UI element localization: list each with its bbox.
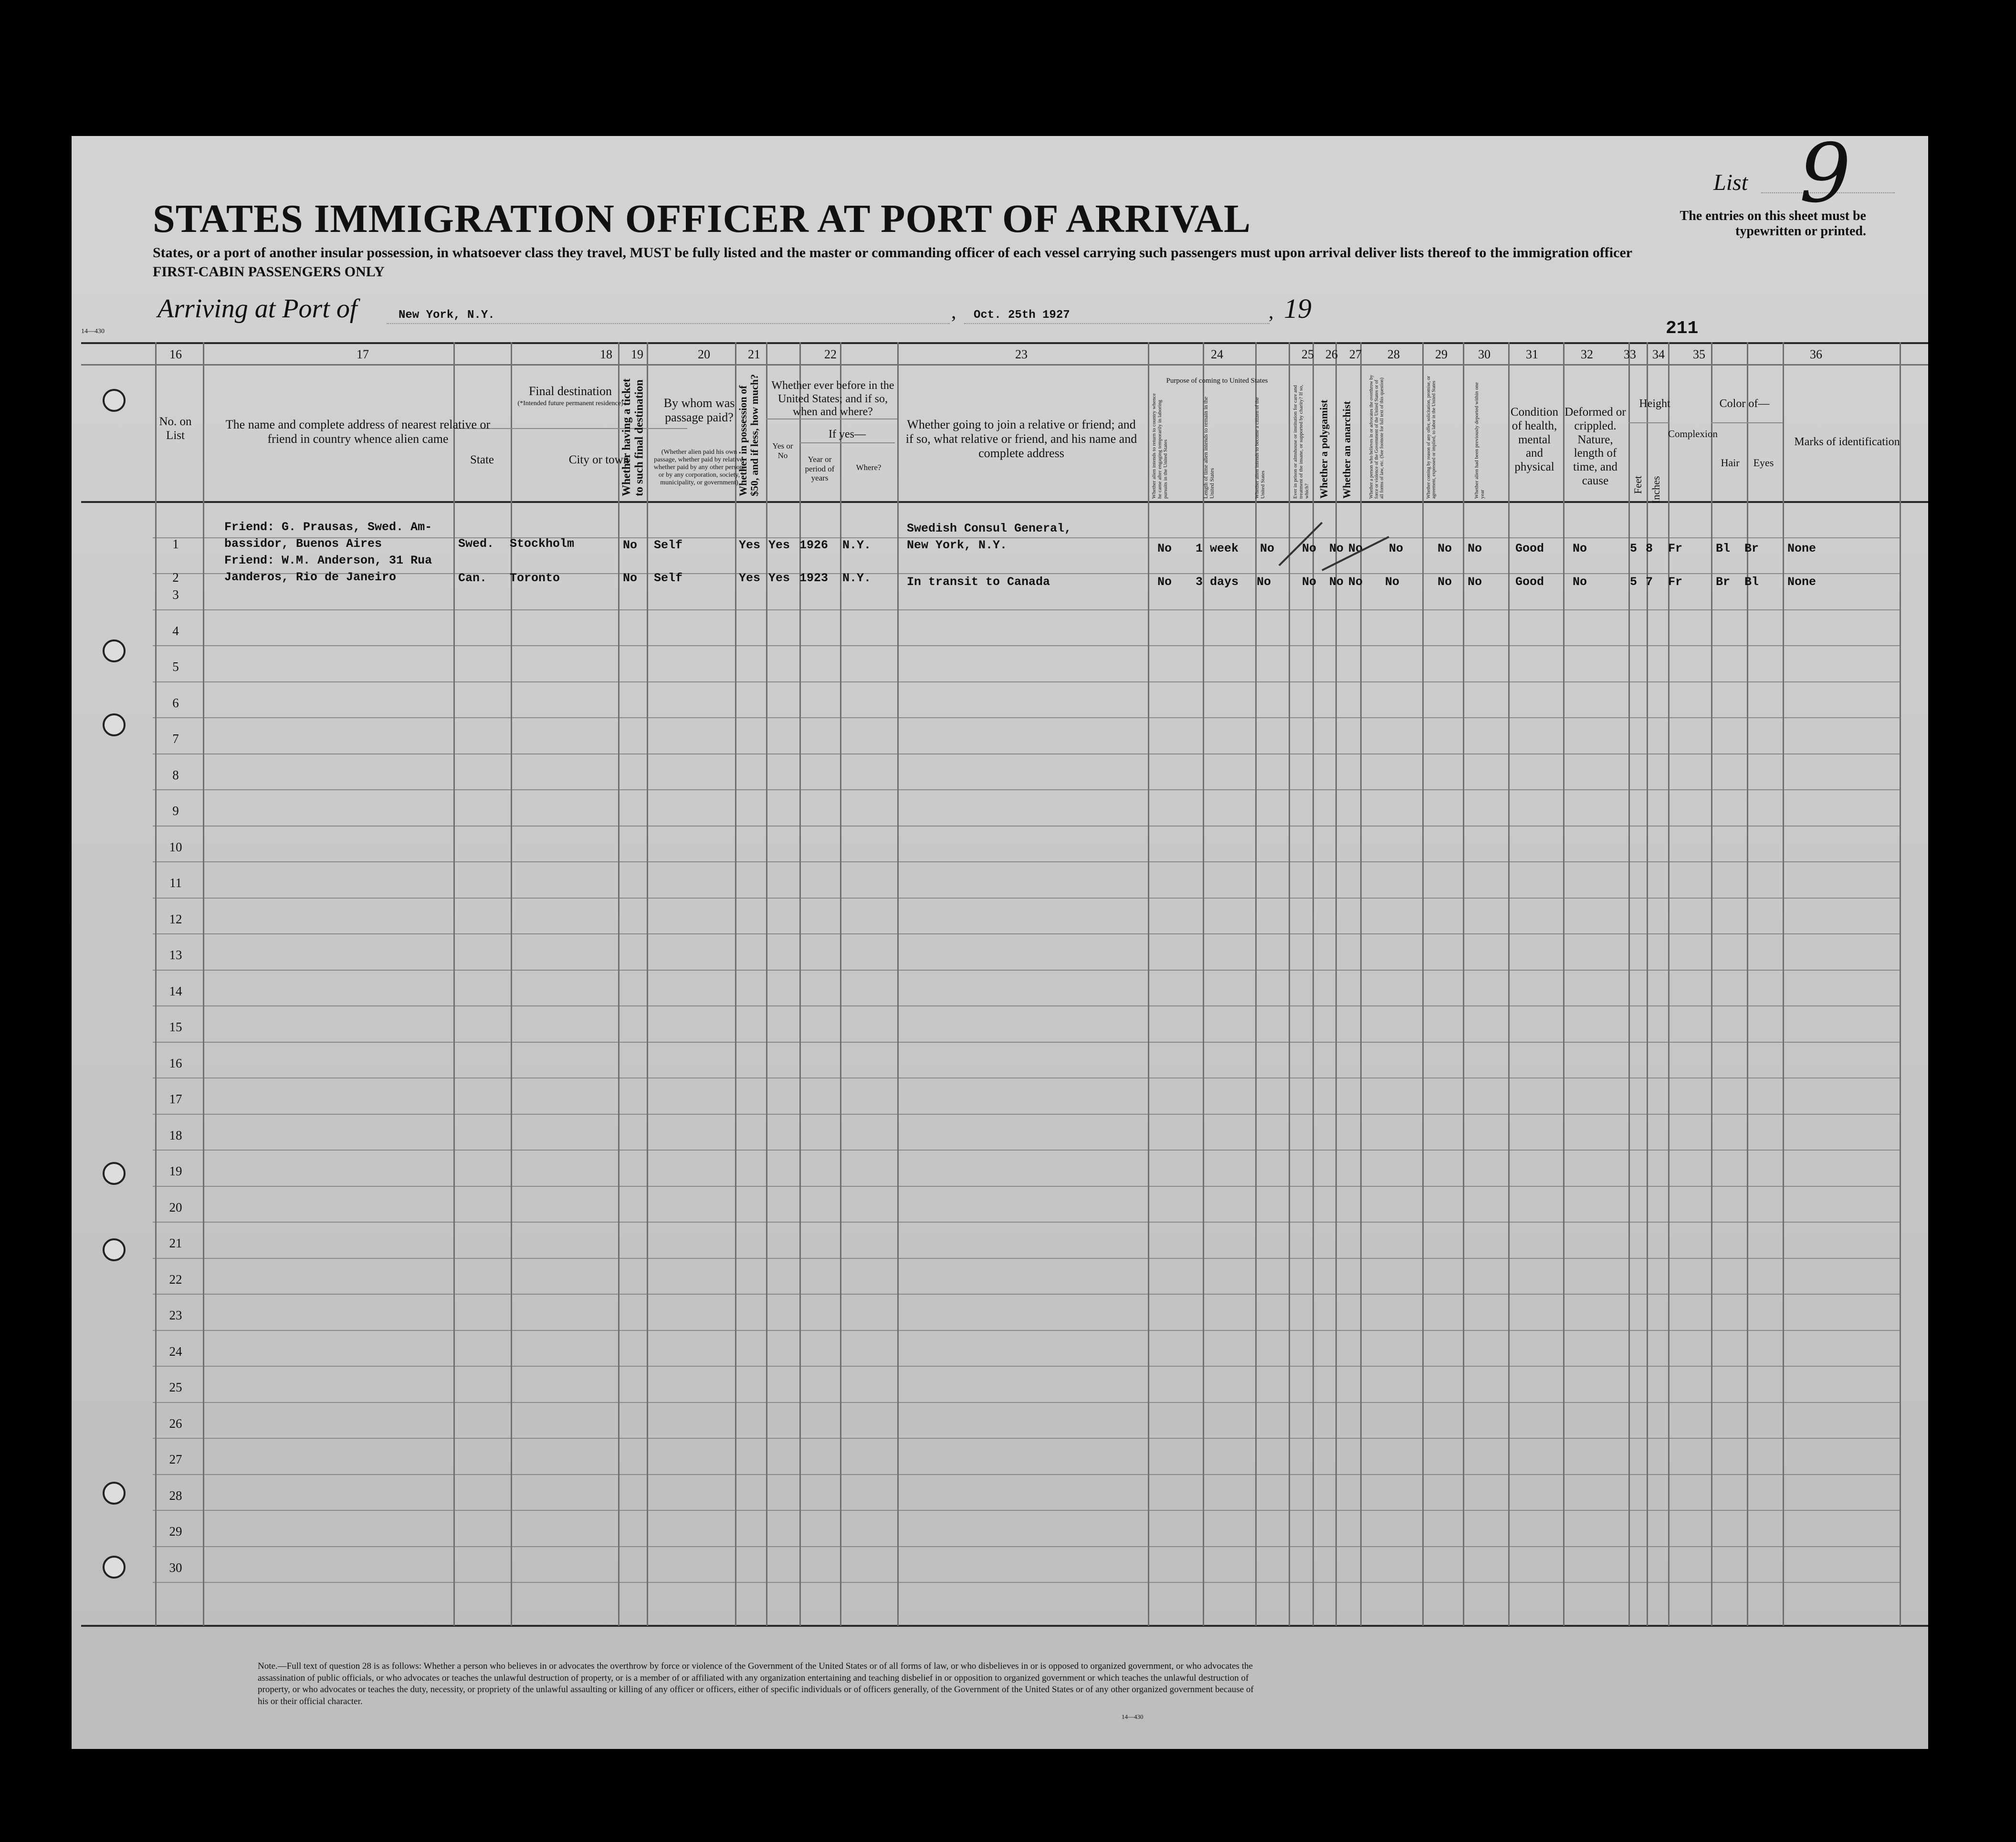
row-number: 29 (169, 1524, 182, 1538)
row-line (153, 1114, 1900, 1115)
column-line (1628, 342, 1630, 1626)
column-line (766, 342, 767, 1626)
year-label: 19 (1284, 293, 1312, 324)
row-number: 27 (169, 1452, 182, 1466)
row-line (153, 1330, 1900, 1331)
punch-hole (41, 1238, 64, 1262)
col-head-28: Whether a person who believes in or advocates the overthrow by force or violence of the Government of the United States or of all forms of law, etc. (See footnote for full text of this question) (1369, 375, 1385, 499)
column-line (1148, 342, 1149, 1626)
labor-cell: No (1438, 575, 1452, 589)
polygamist-cell: No (1329, 575, 1344, 589)
col-head-18: Final destination (528, 384, 612, 398)
punch-ring (103, 639, 126, 662)
health-cell: Good (1515, 575, 1544, 589)
where-cell: N.Y. (842, 571, 872, 585)
col-head-35-eyes: Eyes (1753, 457, 1774, 469)
row-line (153, 1546, 1900, 1547)
friend-line: Friend: G. Prausas, Swed. Am- (224, 520, 432, 534)
col-number: 23 (1015, 347, 1028, 361)
row-number: 30 (169, 1560, 182, 1575)
hair-cell: Bl (1716, 542, 1731, 555)
col-head-33-feet: Feet (1632, 476, 1644, 494)
inches-cell: 7 (1646, 575, 1653, 589)
before-cell: Yes (768, 538, 790, 552)
row-number: 17 (169, 1092, 182, 1106)
return-cell: No (1157, 575, 1172, 589)
footer-form-number: 14—430 (1122, 1713, 1144, 1720)
row-line (153, 1186, 1900, 1187)
paid-cell: Self (654, 538, 683, 552)
subheader-line (799, 442, 895, 443)
row-number: 5 (172, 659, 179, 674)
col-head-27: Whether an anarchist (1341, 401, 1353, 499)
row-line (153, 1474, 1900, 1475)
col-head-33: Height (1639, 398, 1670, 410)
subheader-line (1711, 422, 1783, 423)
row-number: 4 (172, 624, 179, 638)
year-cell: 1926 (799, 538, 829, 552)
col-number: 36 (1810, 347, 1822, 361)
col-head-19: Whether having a ticket to such final destination (620, 378, 646, 496)
row-line (153, 681, 1900, 682)
column-line (1255, 342, 1257, 1626)
column-line (1563, 342, 1564, 1626)
row-number: 12 (169, 912, 182, 926)
health-cell: Good (1515, 542, 1544, 555)
col-head-32: Deformed or crippled. Nature, length of time, and cause (1564, 406, 1626, 487)
row-number: 3 (172, 587, 179, 602)
return-cell: No (1157, 542, 1172, 555)
city-cell: Stockholm (510, 537, 575, 551)
col-head-state: State (470, 453, 494, 466)
length-cell: 3 days (1196, 575, 1239, 589)
row-line (153, 1005, 1900, 1006)
row-line (153, 1582, 1900, 1583)
row-line (153, 826, 1900, 827)
col-number: 22 (824, 347, 837, 361)
punch-hole (41, 711, 64, 735)
col-number: 17 (357, 347, 369, 361)
list-label: List (1713, 170, 1748, 195)
inches-cell: 8 (1646, 542, 1653, 555)
col-head-18-sub: (*Intended future permanent residence) (517, 400, 623, 407)
col-head-20: By whom was passage paid? (663, 396, 735, 424)
overthrow-cell: No (1385, 575, 1400, 589)
sheet-number: 211 (1666, 318, 1699, 339)
row-line (153, 1258, 1900, 1259)
col-number: 25 (1302, 347, 1314, 361)
eyes-cell: Br (1744, 542, 1759, 555)
comma-1: , (951, 301, 956, 323)
punch-ring (103, 713, 126, 736)
column-line (840, 342, 841, 1626)
col-number: 21 (748, 347, 760, 361)
col-head-33-inches: Inches (1650, 476, 1662, 503)
col-head-29: Whether coming by reason of any offer, solicitation, promise, or agreement, expressed or implied, to labor in the United States (1426, 376, 1437, 499)
join-line: Swedish Consul General, (907, 522, 1072, 535)
complexion-cell: Fr (1668, 575, 1683, 589)
col-number: 33 (1624, 347, 1636, 361)
list-number: 9 (1799, 126, 1851, 221)
col-number: 27 (1349, 347, 1362, 361)
col-head-35: Color of— (1719, 398, 1770, 410)
row-line (153, 573, 1900, 574)
column-line (1747, 342, 1748, 1626)
row-number: 7 (172, 732, 179, 746)
feet-cell: 5 (1630, 542, 1638, 555)
arriving-label: Arriving at Port of (158, 294, 357, 324)
form-number: 14—430 (81, 328, 105, 335)
col-head-22: Whether ever before in the United States; and if so, when and where? (771, 379, 894, 419)
deported-cell: No (1468, 575, 1482, 589)
column-line (511, 342, 512, 1626)
length-cell: 1 week (1196, 542, 1239, 555)
col-head-24a: Whether alien intends to return to country whence he came after engaging temporarily in laboring pursuits in the United States (1151, 393, 1169, 499)
punch-ring (103, 1482, 126, 1505)
footnote: Note.—Full text of question 28 is as follows: Whether a person who believes in or advocates the overthrow by force or violence of the Government of the United States or of all forms of law, or who disbelieves in or is opposed to organized government, or who advocates the assassination of public officials, or who advocates or teaches the unlawful destruction of property, or is a member of or affiliated with any organization entertaining and teaching disbelief in or opposition to organized government or which teaches the unlawful destruction of property, or who advocates or teaches the duty, necessity, or propriety of the unlawful assaulting or killing of any officer or officers, either of specific individuals or of officers generally, of the Government of the United States or of any other organized government because of his or their official character. (258, 1661, 1254, 1707)
column-line (647, 342, 648, 1626)
column-line (799, 342, 801, 1626)
row-number: 25 (169, 1380, 182, 1394)
column-line (897, 342, 899, 1626)
col-head-21: Whether in possession of $50, and if less, how much? (737, 374, 761, 496)
col-number: 19 (631, 347, 643, 361)
ticket-cell: No (623, 571, 638, 585)
punch-hole (41, 391, 64, 415)
friend-line: Janderos, Rio de Janeiro (224, 570, 397, 584)
row-line (153, 1510, 1900, 1511)
labor-cell: No (1438, 542, 1452, 555)
row-number: 28 (169, 1488, 182, 1503)
row-line (153, 789, 1900, 790)
col-head-36: Marks of identification (1794, 436, 1900, 448)
col-number: 16 (169, 347, 182, 361)
row-line (153, 1366, 1900, 1367)
date-value: Oct. 25th 1927 (974, 309, 1070, 322)
row-number: 8 (172, 768, 179, 782)
row-number: 1 (172, 537, 179, 551)
col-number: 29 (1435, 347, 1448, 361)
hair-cell: Br (1716, 575, 1731, 589)
where-cell: N.Y. (842, 538, 872, 552)
row-number: 14 (169, 984, 182, 998)
row-line (153, 898, 1900, 899)
col-head-24b: Length of time alien intends to remain in the United States (1202, 397, 1216, 499)
column-line (1711, 342, 1712, 1626)
row-number: 20 (169, 1200, 182, 1214)
feet-cell: 5 (1630, 575, 1638, 589)
row-line (153, 933, 1900, 934)
row-number: 23 (169, 1308, 182, 1322)
row-line (153, 537, 1900, 538)
col-number: 26 (1325, 347, 1338, 361)
comma-2: , (1269, 301, 1274, 323)
citizen-cell: No (1260, 542, 1275, 555)
col-head-35-hair: Hair (1721, 457, 1740, 469)
punch-hole (41, 639, 64, 663)
row-number: 15 (169, 1020, 182, 1034)
anarchist-cell: No (1348, 575, 1363, 589)
col-number: 31 (1526, 347, 1538, 361)
col-head-20-sub: (Whether alien paid his own passage, whether paid by relative, whether paid by any other person, or by any corporation, society, municipality, or government) (653, 449, 745, 487)
punch-ring (103, 1162, 126, 1185)
row-line (153, 645, 1900, 646)
punch-ring (103, 1238, 126, 1261)
col-head-24: Purpose of coming to United States (1166, 377, 1268, 385)
row-line (153, 1402, 1900, 1403)
money-cell: Yes (739, 571, 761, 585)
column-line (453, 342, 455, 1626)
row-number: 2 (172, 570, 179, 585)
instruction-text: States, or a port of another insular possession, in whatsoever class they travel, MUST be fully listed and the master or commanding officer of each vessel carrying such passengers must upon arrival deliver lists thereof to the immigration officer (153, 245, 1633, 261)
punch-ring (103, 1556, 126, 1579)
friend-line: bassidor, Buenos Aires (224, 537, 382, 551)
row-number: 13 (169, 948, 182, 962)
column-line (1783, 342, 1784, 1626)
col-head-31: Condition of health, mental and physical (1510, 406, 1558, 473)
state-cell: Can. (458, 571, 487, 585)
before-cell: Yes (768, 571, 790, 585)
state-cell: Swed. (458, 537, 494, 551)
row-number: 10 (169, 840, 182, 854)
document-title: STATES IMMIGRATION OFFICER AT PORT OF ARRIVAL (153, 197, 1251, 241)
column-line (1647, 342, 1648, 1626)
column-line (1203, 342, 1204, 1626)
prison-cell: No (1302, 542, 1317, 555)
row-line (153, 1042, 1900, 1043)
row-line (153, 1150, 1900, 1151)
passenger-class: FIRST-CABIN PASSENGERS ONLY (153, 264, 385, 280)
city-cell: Toronto (510, 571, 560, 585)
row-line (153, 1294, 1900, 1295)
row-line (153, 609, 1900, 610)
punch-hole (41, 1162, 64, 1186)
column-line (203, 342, 204, 1626)
column-line (618, 342, 620, 1626)
col-head-16: No. on List (159, 415, 192, 442)
paid-cell: Self (654, 571, 683, 585)
polygamist-cell: No (1329, 542, 1344, 555)
punch-hole (41, 1553, 64, 1577)
row-line (153, 717, 1900, 718)
col-number: 35 (1693, 347, 1705, 361)
row-line (153, 1438, 1900, 1439)
col-head-22-ifyes: If yes— (829, 428, 866, 440)
join-line: New York, N.Y. (907, 538, 1008, 552)
deformed-cell: No (1573, 542, 1587, 555)
join-line: In transit to Canada (907, 575, 1050, 589)
row-number: 9 (172, 804, 179, 818)
row-line (153, 861, 1900, 862)
subheader-line (1628, 422, 1669, 423)
col-number: 32 (1581, 347, 1593, 361)
col-head-23: Whether going to join a relative or friend; and if so, what relative or friend, and his name and complete address (905, 418, 1137, 460)
row-line (153, 1222, 1900, 1223)
column-line (1508, 342, 1510, 1626)
col-number: 30 (1478, 347, 1491, 361)
eyes-cell: Bl (1744, 575, 1759, 589)
prison-cell: No (1302, 575, 1317, 589)
citizen-cell: No (1257, 575, 1271, 589)
year-cell: 1923 (799, 571, 829, 585)
overthrow-cell: No (1389, 542, 1404, 555)
ticket-cell: No (623, 538, 638, 552)
punch-ring (103, 389, 126, 412)
col-head-30: Whether alien had been previously deported within one year (1474, 382, 1486, 499)
marks-cell: None (1787, 542, 1816, 555)
column-line (735, 342, 736, 1626)
money-cell: Yes (739, 538, 761, 552)
col-number: 34 (1652, 347, 1665, 361)
col-head-25: Ever in prison or almshouse or institution for care and treatment of the insane, or supported by charity? If so, which? (1292, 385, 1310, 499)
port-value: New York, N.Y. (399, 309, 495, 322)
deported-cell: No (1468, 542, 1482, 555)
col-number: 28 (1387, 347, 1400, 361)
row-number: 22 (169, 1272, 182, 1287)
column-line (1900, 342, 1901, 1626)
handwritten-marks (1265, 518, 1465, 575)
col-head-city: City or town (568, 453, 630, 466)
col-number: 18 (600, 347, 612, 361)
col-head-26: Whether a polygamist (1318, 399, 1330, 499)
row-number: 18 (169, 1128, 182, 1142)
col-number: 20 (698, 347, 710, 361)
entries-note: The entries on this sheet must be typewritten or printed. (1680, 209, 1866, 239)
punch-hole (41, 1479, 64, 1503)
col-head-34: Complexion (1668, 428, 1718, 440)
col-number: 24 (1211, 347, 1223, 361)
manifest-sheet (72, 126, 1928, 1749)
col-head-22-yesno: Yes or No (772, 441, 793, 460)
col-head-24c: Whether alien intends to become a citizen of the United States (1254, 397, 1266, 499)
complexion-cell: Fr (1668, 542, 1683, 555)
marks-cell: None (1787, 575, 1816, 589)
anarchist-cell: No (1348, 542, 1363, 555)
friend-line: Friend: W.M. Anderson, 31 Rua (224, 554, 432, 567)
row-number: 6 (172, 696, 179, 710)
row-number: 11 (169, 876, 182, 890)
row-number: 21 (169, 1236, 182, 1250)
col-head-22-where: Where? (856, 463, 882, 472)
row-number: 26 (169, 1416, 182, 1431)
row-line (153, 970, 1900, 971)
col-head-22-year: Year or period of years (805, 455, 835, 483)
row-number: 16 (169, 1056, 182, 1070)
column-line (1668, 342, 1670, 1626)
row-number: 24 (169, 1344, 182, 1359)
row-number: 19 (169, 1164, 182, 1178)
col-head-17: The name and complete address of nearest relative or friend in country whence alien came (225, 418, 491, 446)
deformed-cell: No (1573, 575, 1587, 589)
